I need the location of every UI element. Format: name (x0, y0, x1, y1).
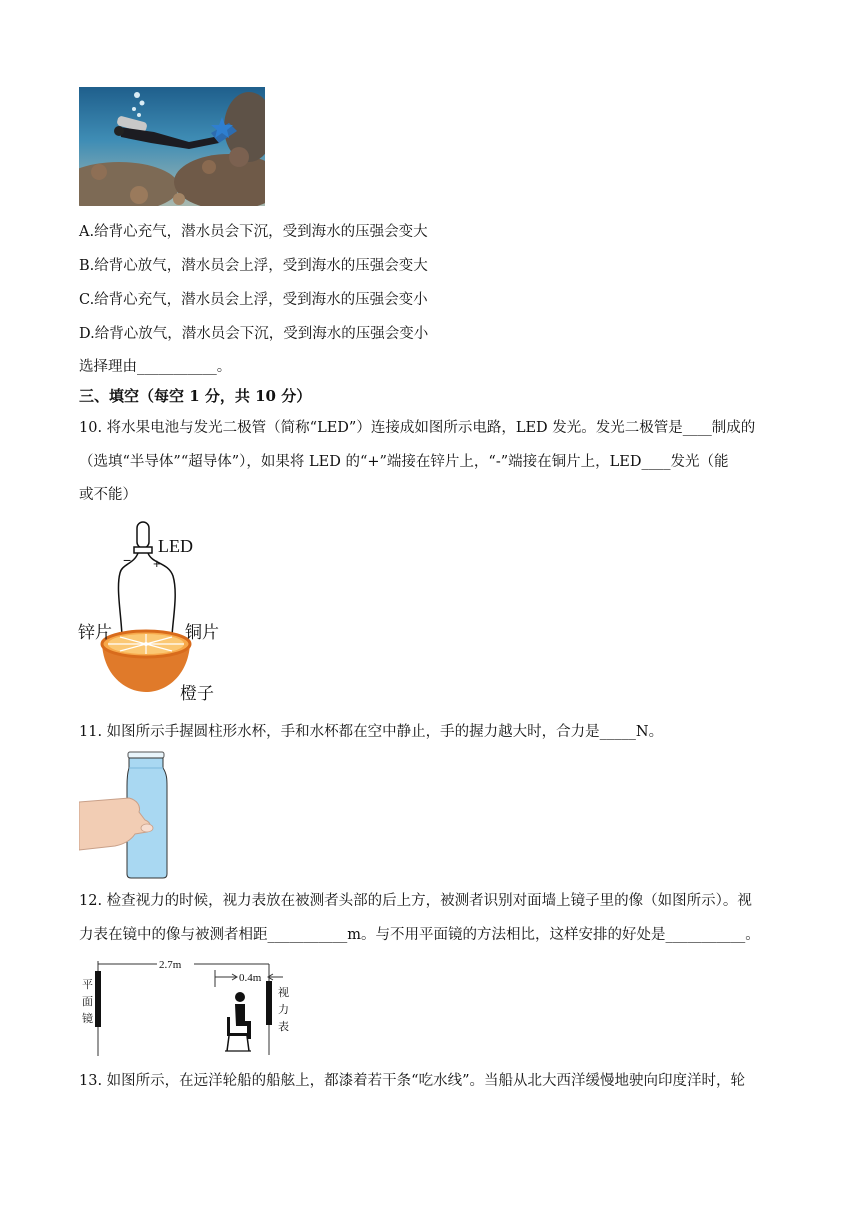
copper-label: 铜片 (185, 623, 219, 643)
option-a: A.给背心充气，潜水员会下沉，受到海水的压强会变大 (79, 224, 428, 240)
orange-label: 橙子 (180, 684, 214, 704)
q13-line1: 13. 如图所示，在远洋轮船的船舷上，都漆着若干条“吃水线”。当船从北大西洋缓慢地驶向印度洋时，轮 (79, 1073, 745, 1089)
chart-label-3: 表 (278, 1020, 289, 1033)
option-b: B.给背心放气，潜水员会上浮，受到海水的压强会变大 (79, 258, 428, 274)
minus-label: − (123, 552, 132, 568)
mirror-label-1: 平 (82, 978, 93, 991)
q10-line1: 10. 将水果电池与发光二极管（简称“LED”）连接成如图所示电路，LED 发光。发光二极管是____制成的 (79, 420, 756, 436)
led-label: LED (158, 536, 193, 556)
q11-line1: 11. 如图所示手握圆柱形水杯，手和水杯都在空中静止，手的握力越大时，合力是_____N。 (79, 724, 664, 740)
q12-line1: 12. 检查视力的时候，视力表放在被测者头部的后上方，被测者识别对面墙上镜子里的像（如图所示）。视 (79, 893, 752, 909)
diver-photo (79, 87, 265, 206)
hand-cup-figure (79, 750, 175, 880)
mirror-label-2: 面 (82, 995, 93, 1008)
eye-chart-figure (79, 955, 304, 1058)
plus-label: + (153, 556, 161, 571)
q12-line2: 力表在镜中的像与被测者相距___________m。与不用平面镜的方法相比，这样安排的好处是___________。 (79, 927, 760, 943)
zinc-label: 锌片 (78, 623, 112, 643)
chart-label-2: 力 (278, 1003, 289, 1016)
q10-line3: 或不能） (79, 487, 137, 503)
mirror-label-3: 镜 (82, 1012, 93, 1025)
dist-total: 2.7m (159, 959, 182, 971)
reason-line: 选择理由___________。 (79, 359, 232, 375)
dist-near: 0.4m (239, 972, 262, 984)
q10-line2: （选填“半导体”“超导体”），如果将 LED 的“+”端接在锌片上，“-”端接在铜片上，LED____发光（能 (79, 454, 729, 470)
option-d: D.给背心放气，潜水员会下沉，受到海水的压强会变小 (79, 326, 429, 342)
option-c: C.给背心充气，潜水员会上浮，受到海水的压强会变小 (79, 292, 428, 308)
section-heading: 三、填空（每空 1 分，共 10 分） (79, 387, 312, 405)
fruit-battery-figure (76, 518, 236, 706)
chart-label-1: 视 (278, 986, 289, 999)
